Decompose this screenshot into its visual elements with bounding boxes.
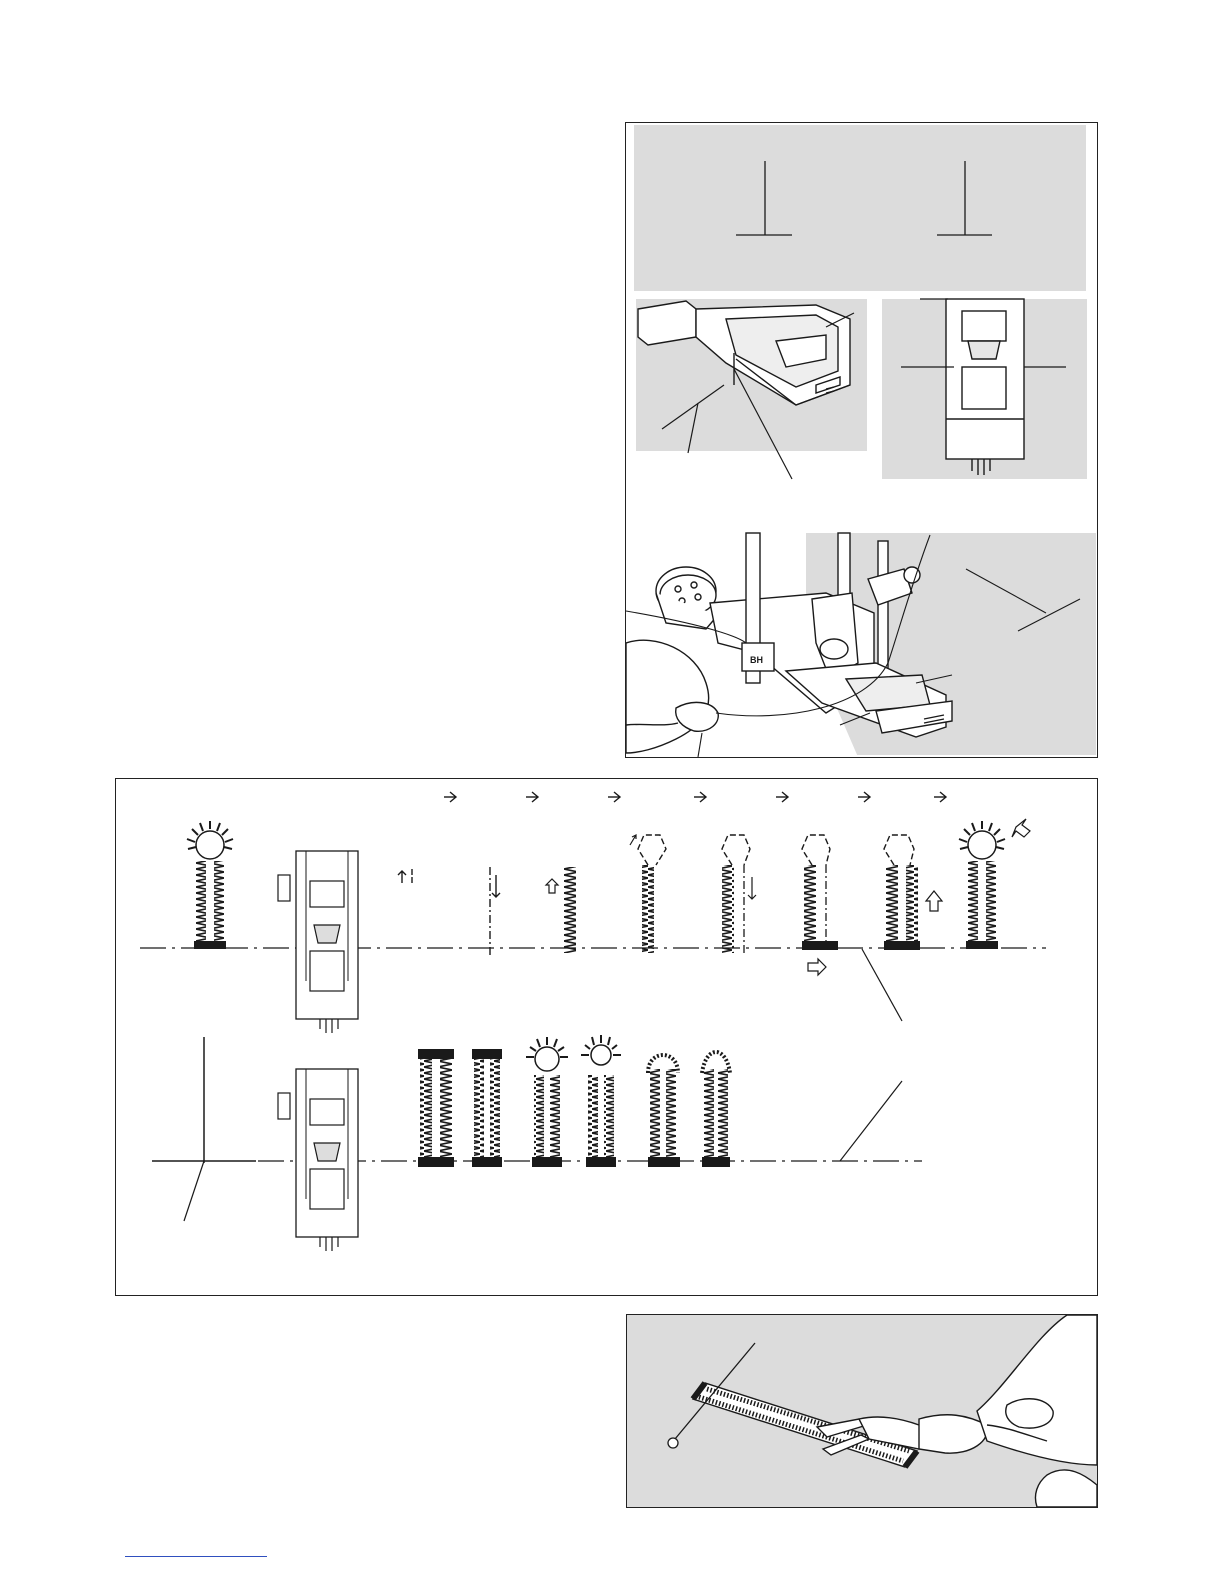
buttonhole-foot-front (946, 299, 1024, 475)
buttonhole-variant-keyhole-1 (526, 1037, 568, 1167)
buttonhole-sequence-drawing (116, 779, 1097, 1295)
arrow-right-icon (526, 792, 538, 802)
sequence-step-1 (398, 869, 412, 883)
arrow-right-icon (858, 792, 870, 802)
buttonhole-variant-round-1 (648, 1055, 680, 1167)
sequence-step-8 (959, 821, 1005, 949)
arrow-right-outline-icon (808, 959, 826, 975)
arrow-right-icon-row (444, 792, 946, 802)
buttonhole-variant-square-2 (472, 1049, 502, 1167)
sequence-step-6 (802, 835, 838, 975)
footer-link-rule (125, 1556, 267, 1557)
figure-seam-ripper (626, 1314, 1098, 1508)
finished-keyhole-buttonhole (187, 821, 233, 949)
bottom-row-leader (840, 1081, 902, 1161)
arrow-right-icon (694, 792, 706, 802)
sequence-step-5 (722, 835, 756, 953)
figure-buttonhole-sequence (115, 778, 1098, 1296)
buttonhole-variant-square-1 (418, 1049, 454, 1167)
seam-ripper-drawing (627, 1315, 1097, 1507)
arrow-right-icon (608, 792, 620, 802)
buttonhole-variant-keyhole-2 (581, 1035, 621, 1167)
arrow-right-icon (934, 792, 946, 802)
arrow-right-icon (776, 792, 788, 802)
arrow-right-icon (444, 792, 456, 802)
sequence-step-7 (884, 835, 942, 950)
figure-foot-setup (625, 122, 1098, 758)
sequence-step-2 (490, 867, 500, 955)
arrow-up-outline-icon (546, 879, 558, 893)
sequence-step-4 (630, 835, 666, 953)
buttonhole-variant-round-2 (702, 1052, 730, 1167)
foot-setup-drawing (626, 123, 1097, 757)
buttonhole-foot-front-top (278, 851, 358, 1033)
arrow-curved-outline-icon (1012, 819, 1030, 837)
callout-gray-band (634, 125, 1086, 291)
bottom-row-axes (152, 1037, 256, 1221)
sequence-step-3 (546, 867, 576, 953)
top-row-leader (862, 949, 902, 1021)
buttonhole-foot-front-bottom (278, 1069, 358, 1251)
arrow-up-outline-icon (926, 891, 942, 911)
svg-text:BH: BH (750, 655, 763, 665)
